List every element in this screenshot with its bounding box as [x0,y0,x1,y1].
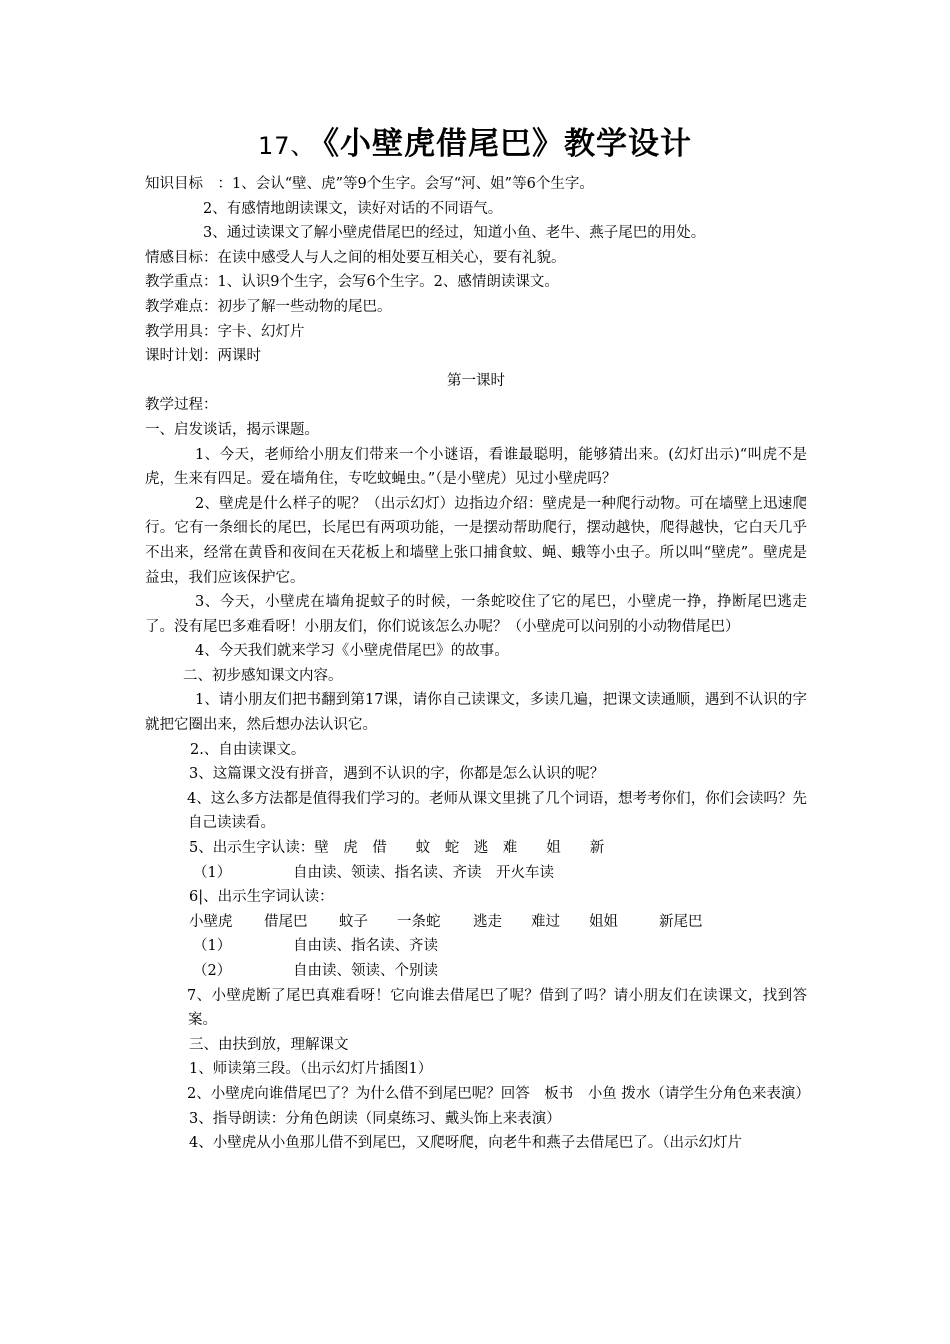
section-2-item-6-sub-1 [145,934,807,959]
section-2-heading: 二、初步感知课文内容。 [183,667,343,684]
teaching-key-points: 教学重点：1、认识9个生字，会写6个生字。2、感情朗读课文。 [145,274,559,291]
section-1-item-1: 1、今天，老师给小朋友们带来一个小谜语，看谁最聪明，能够猜出来。(幻灯出示)“叫虎不是虎，生来有四足。爱在墙角住，专吃蚊蝇虫。”（是小壁虎）见过小壁虎吗？ [145,446,807,488]
sub-text: 自由读、领读、个别读 [293,963,438,979]
lesson-plan: 课时计划：两课时 [145,348,261,365]
section-2-item-6: 6|、出示生字词认读： [189,889,334,906]
sub-text: 自由读、指名读、齐读 [293,938,438,955]
word-item: 逃走 [473,913,502,930]
word-item: 姐姐 [589,913,618,930]
page-title [0,118,950,163]
word-item: 难过 [531,913,560,930]
emotion-goal: 情感目标：在读中感受人与人之间的相处要互相关心，要有礼貌。 [145,249,566,266]
process-label: 教学过程： [145,397,218,414]
section-3-item-2: 2、小壁虎向谁借尾巴了？为什么借不到尾巴呢？回答 板书 小鱼 拨水（请学生分角色来表演） [187,1085,810,1102]
word-item: 蚊子 [339,913,368,930]
section-3-item-4: 4、小壁虎从小鱼那儿借不到尾巴，又爬呀爬，向老牛和燕子去借尾巴了。（出示幻灯片 [189,1135,742,1152]
sub-number: （1） [193,938,232,955]
teaching-tools: 教学用具：字卡、幻灯片 [145,323,305,340]
teaching-difficulty: 教学难点：初步了解一些动物的尾巴。 [145,298,392,315]
section-2-item-4: 4、这么多方法都是值得我们学习的。老师从课文里挑了几个词语，想考考你们，你们会读吗？先自己读读看。 [187,790,807,832]
word-item: 借尾巴 [264,913,308,930]
section-1-item-2: 2、壁虎是什么样子的呢？（出示幻灯）边指边介绍：壁虎是一种爬行动物。可在墙壁上迅速爬行。它有一条细长的尾巴，长尾巴有两项功能，一是摆动帮助爬行，摆动越快，爬得越快，它白天几乎不出来，经常在黄昏和夜间在天花板上和墙壁上张口捕食蚊、蝇、蛾等小虫子。所以叫“壁虎”。壁虎是益虫，我们应该保护它。 [145,495,807,586]
section-1-heading: 一、启发谈话，揭示课题。 [145,421,319,438]
sub-text: 自由读、领读、指名读、齐读 开火车读 [293,864,554,881]
knowledge-goal-3: 3、通过读课文了解小壁虎借尾巴的经过，知道小鱼、老牛、燕子尾巴的用处。 [203,225,706,242]
document-body [145,172,810,1156]
title-text: 《小壁虎借尾巴》教学设计 [323,126,693,162]
section-2-item-5-sub [145,861,807,886]
section-3-item-1: 1、师读第三段。（出示幻灯片插图1） [189,1061,433,1078]
section-1-item-3: 3、今天，小壁虎在墙角捉蚊子的时候，一条蛇咬住了它的尾巴，小壁虎一挣，挣断尾巴逃走了。没有尾巴多难看呀！小朋友们，你们说该怎么办呢？（小壁虎可以问别的小动物借尾巴） [145,594,807,635]
sub-number: （2） [193,963,232,979]
word-item: 小壁虎 [189,913,233,930]
word-item: 新尾巴 [659,913,703,930]
word-list [145,910,807,935]
section-2-item-1: 1、请小朋友们把书翻到第17课，请你自己读课文，多读几遍，把课文读通顺，遇到不认识的字就把它圈出来，然后想办法认识它。 [145,692,807,734]
section-2-item-5: 5、出示生字认读：壁 虎 借 蚊 蛇 逃 难 姐 新 [189,840,605,857]
word-item: 一条蛇 [397,913,441,930]
title-number: 17、 [257,132,316,160]
section-3-heading: 三、由扶到放，理解课文 [189,1036,349,1053]
lesson-heading: 第一课时 [447,372,505,389]
section-2-item-7: 7、小壁虎断了尾巴真难看呀！它向谁去借尾巴了呢？借到了吗？请小朋友们在读课文，找到答案。 [187,987,807,1029]
section-3-item-3: 3、指导朗读：分角色朗读（同桌练习、戴头饰上来表演） [189,1110,561,1127]
section-2-item-3: 3、这篇课文没有拼音，遇到不认识的字，你都是怎么认识的呢？ [189,766,605,783]
sub-number: （1） [193,864,232,881]
section-2-item-2: 2.、自由读课文。 [190,741,306,758]
knowledge-goal-1: 知识目标 ：1、会认“壁、虎”等9个生字。会写“河、姐”等6个生字。 [145,176,594,192]
section-1-item-4: 4、今天我们就来学习《小壁虎借尾巴》的故事。 [195,643,509,660]
section-2-item-6-sub-2 [145,959,807,984]
knowledge-goal-2: 2、有感情地朗读课文，读好对话的不同语气。 [203,200,503,217]
